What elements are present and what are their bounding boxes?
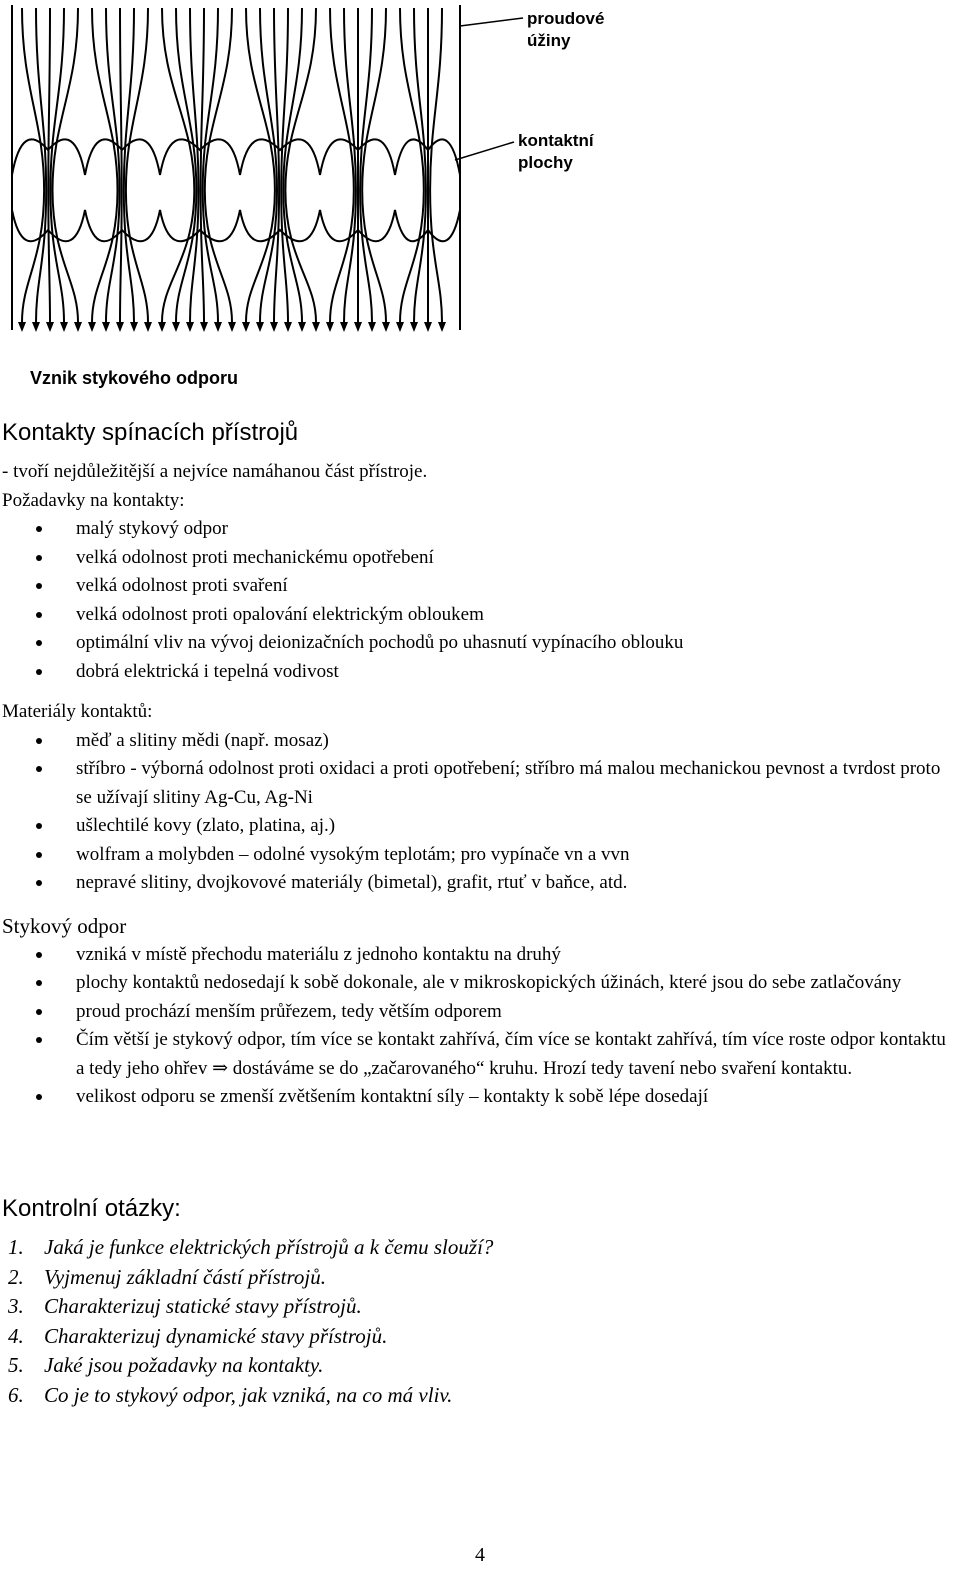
arrow-head-icon [270,322,278,332]
current-line [400,8,424,322]
list-item: velikost odporu se zmenší zvětšením kontaktní síly – kontakty k sobě lépe dosedají [0,1083,960,1112]
intro-text: - tvoří nejdůležitější a nejvíce namáhanou část přístroje. [2,461,428,482]
list-item: wolfram a molybden – odolné vysokým teplotám; pro vypínače vn a vvn [0,841,960,870]
questions-block [0,1233,960,1410]
contact-resistance-heading: Stykový odpor [2,914,127,938]
current-line [344,8,356,322]
question-item [0,1263,960,1293]
list-item: dobrá elektrická i tepelná vodivost [0,658,960,687]
arrow-head-icon [200,322,208,332]
question-text: Jaké jsou požadavky na kontakty. [44,1353,324,1377]
figure-caption: Vznik stykového odporu [30,368,239,388]
question-text: Co je to stykový odpor, jak vzniká, na co má vliv. [44,1382,453,1407]
list-item: malý stykový odpor [0,515,960,544]
list-item: nepravé slitiny, dvojkovové materiály (bimetal), grafit, rtuť v baňce, atd. [0,869,960,898]
arrow-head-icon [186,322,194,332]
arrow-head-icon [214,322,222,332]
materials-list [0,727,960,898]
label-current-line2: úžiny [527,31,571,50]
arrow-head-icon [256,322,264,332]
current-line [120,8,122,322]
list-item: měď a slitiny mědi (např. mosaz) [0,727,960,756]
list-item: velká odolnost proti opalování elektrickým obloukem [0,601,960,630]
label-current-line1: proudové [527,9,605,28]
contact-resistance-figure [0,0,625,395]
list-item: vzniká v místě přechodu materiálu z jednoho kontaktu na druhý [0,941,960,970]
arrow-head-icon [396,322,404,332]
question-text: Charakterizuj statické stavy přístrojů. [44,1294,362,1318]
list-item: proud prochází menším průřezem, tedy větším odporem [0,998,960,1027]
current-line [360,8,372,322]
requirements-list [0,515,960,686]
arrow-head-icon [242,322,250,332]
current-line [124,8,134,322]
question-number: 4. [8,1323,24,1348]
questions-list [0,1233,960,1410]
arrow-head-icon [312,322,320,332]
requirements-heading: Požadavky na kontakty: [2,489,185,511]
current-line [205,8,232,322]
arrow-head-icon [130,322,138,332]
arrow-head-icon [438,322,446,332]
arrow-head-icon [32,322,40,332]
arrow-head-icon [424,322,432,332]
list-item: ušlechtilé kovy (zlato, platina, aj.) [0,812,960,841]
current-line [414,8,426,322]
arrow-head-icon [116,322,124,332]
arrow-head-icon [228,322,236,332]
question-text: Jaká je funkce elektrických přístrojů a k čemu slouží? [44,1235,494,1259]
question-item [0,1351,960,1381]
list-item: velká odolnost proti svaření [0,572,960,601]
arrow-head-icon [144,322,152,332]
current-line [362,8,386,322]
arrow-head-icon [102,322,110,332]
question-item [0,1322,960,1352]
arrow-head-icon [74,322,82,332]
arrow-head-icon [340,322,348,332]
current-line [246,8,275,322]
materials-heading: Materiály kontaktů: [2,701,153,722]
pointer-current [460,18,523,26]
list-item: plochy kontaktů nedosedají k sobě dokonale, ale v mikroskopických úžinách, které jsou do sebe zatlačovány [0,969,960,998]
current-line [190,8,199,322]
list-item: velká odolnost proti mechanickému opotřebení [0,544,960,573]
arrow-head-icon [298,322,306,332]
question-number: 3. [8,1294,24,1318]
page-number: 4 [475,1544,485,1566]
question-number: 6. [8,1382,24,1407]
section-title: Kontakty spínacích přístrojů [2,419,299,446]
label-contact-line1: kontaktní [518,131,594,150]
list-item: optimální vliv na vývoj deionizačních pochodů po uhasnutí vypínacího oblouku [0,629,960,658]
current-line [53,8,79,322]
contact-resistance-list [0,941,960,1112]
arrow-head-icon [60,322,68,332]
current-line [50,8,64,322]
question-item [0,1381,960,1411]
current-line [203,8,218,322]
pointer-contact [455,142,514,160]
materials-block [0,698,960,898]
arrow-head-icon [172,322,180,332]
contact-resistance-block [0,912,960,1112]
current-line [430,8,442,322]
question-item [0,1292,960,1322]
current-line [92,8,118,322]
arrow-head-icon [18,322,26,332]
contact-diagram [0,0,625,395]
current-line [106,8,120,322]
list-item: stříbro - výborná odolnost proti oxidaci a proti opotřebení; stříbro má malou mechanickou pevnost a tvrdost proto se užívají slitiny Ag-Cu, Ag-Ni [0,755,960,812]
label-contact-line2: plochy [518,153,573,172]
question-text: Vyjmenuj základní částí přístrojů. [44,1264,326,1289]
question-number: 1. [8,1235,24,1259]
section1-body [0,458,960,686]
arrow-head-icon [368,322,376,332]
arrow-head-icon [158,322,166,332]
question-number: 5. [8,1353,24,1377]
current-line [36,8,46,322]
current-line [330,8,354,322]
current-line [48,8,50,322]
arrow-head-icon [46,322,54,332]
contact-surface-upper [12,139,460,175]
arrow-head-icon [88,322,96,332]
list-item: Čím větší je stykový odpor, tím více se kontakt zahřívá, čím více se kontakt zahřívá, tím více roste odpor kontaktu a tedy jeho ohřev ⇒ dostáváme se do „začarovaného“ kruhu. Hrozí tedy tavení nebo svaření kontaktu. [0,1026,960,1083]
question-number: 2. [8,1264,24,1289]
contact-surface-lower [12,210,460,241]
arrow-head-icon [382,322,390,332]
question-text: Charakterizuj dynamické stavy přístrojů. [44,1323,388,1348]
questions-title: Kontrolní otázky: [2,1195,181,1222]
arrow-head-icon [354,322,362,332]
arrow-head-icon [410,322,418,332]
arrow-head-icon [326,322,334,332]
question-item [0,1233,960,1263]
arrow-head-icon [284,322,292,332]
